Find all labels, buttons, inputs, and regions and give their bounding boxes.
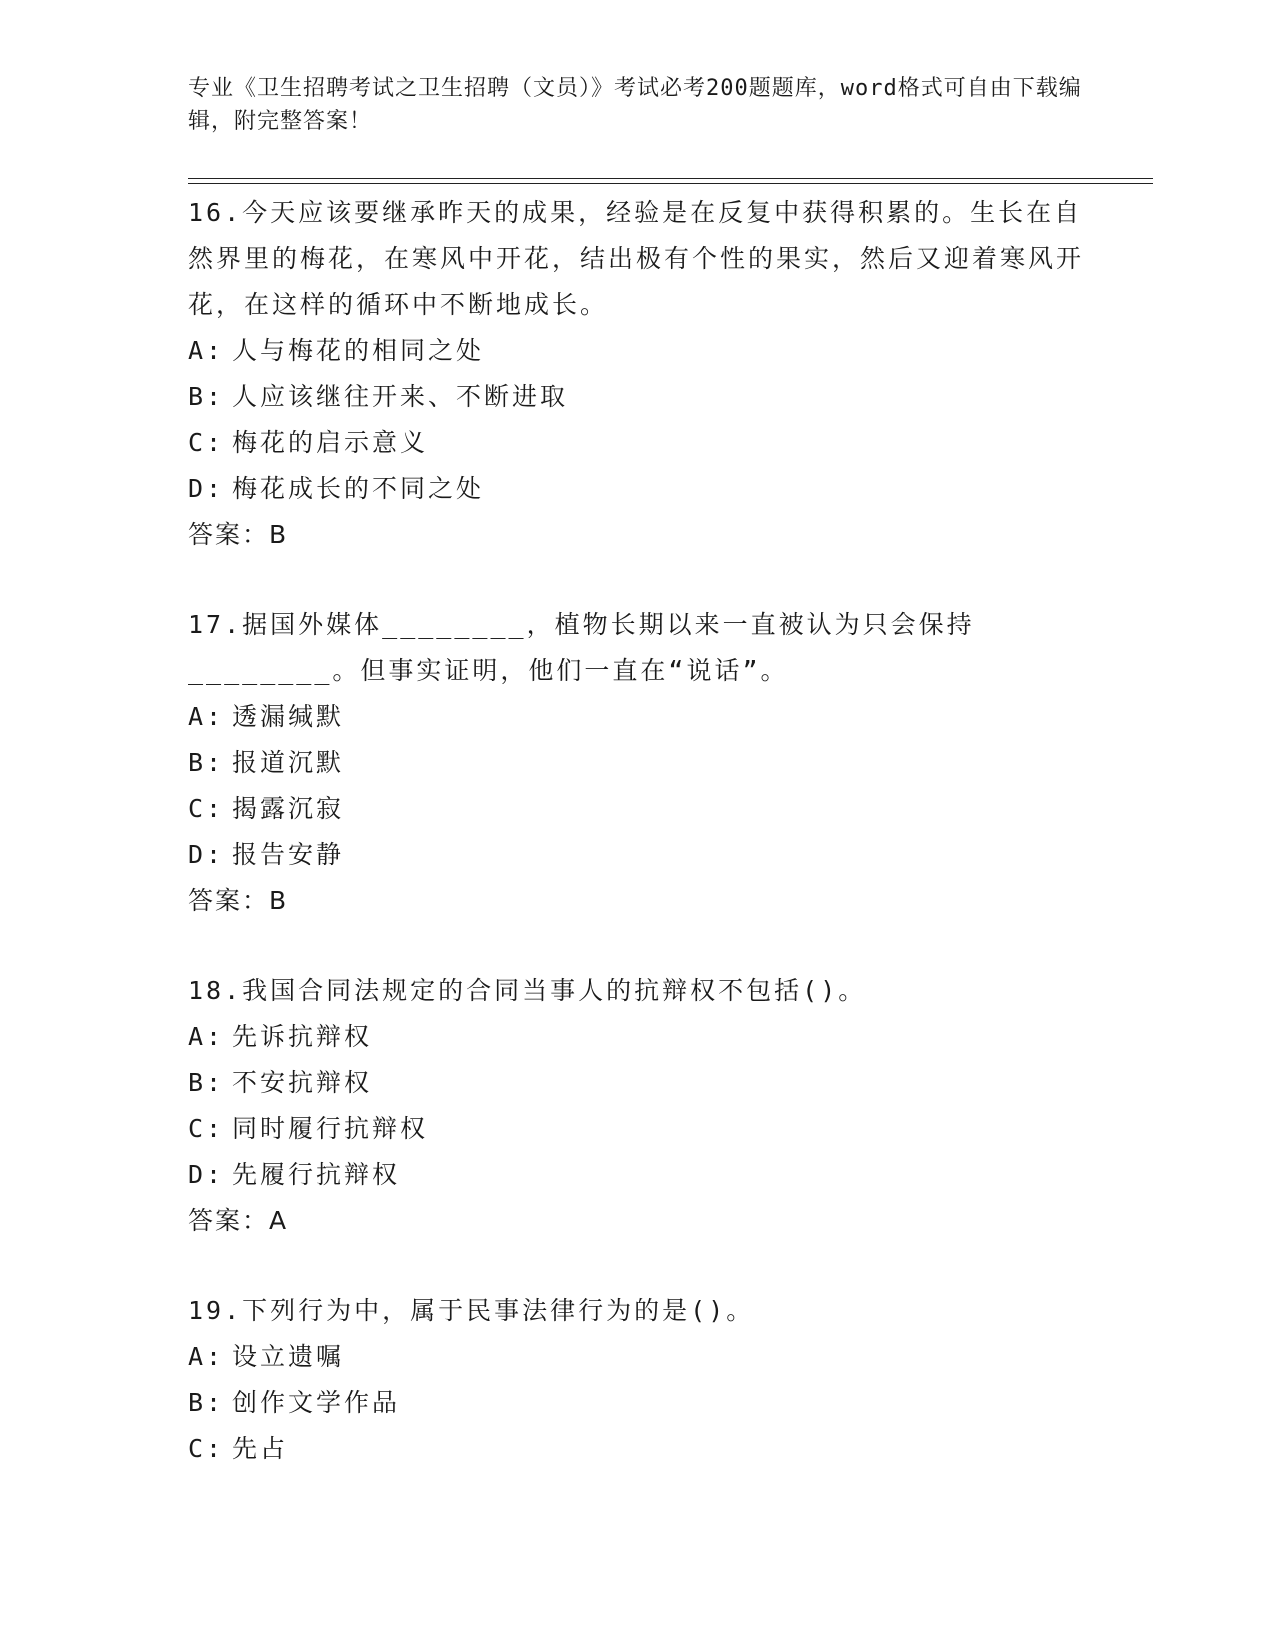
- option-letter: B:: [188, 748, 225, 777]
- option-text: 梅花成长的不同之处: [232, 474, 485, 503]
- question-stem: 17.据国外媒体________，植物长期以来一直被认为只会保持________。但事实证明，他们一直在“说话”。: [188, 610, 975, 685]
- question-19: [188, 1288, 1088, 1472]
- document-header: 专业《卫生招聘考试之卫生招聘（文员）》考试必考200题题库，word格式可自由下载编辑，附完整答案！: [188, 76, 1082, 134]
- option-letter: D:: [188, 474, 225, 503]
- option-d: [188, 466, 1088, 512]
- option-d: [188, 832, 1088, 878]
- option-letter: C:: [188, 1434, 225, 1463]
- option-text: 梅花的启示意义: [232, 428, 429, 457]
- option-letter: A:: [188, 1022, 225, 1051]
- option-a: [188, 694, 1088, 740]
- option-text: 透漏缄默: [232, 702, 345, 731]
- option-d: [188, 1152, 1088, 1198]
- option-letter: D:: [188, 1160, 225, 1189]
- option-text: 先履行抗辩权: [232, 1160, 401, 1189]
- option-text: 设立遗嘱: [232, 1342, 345, 1371]
- question-stem: 19.下列行为中，属于民事法律行为的是()。: [188, 1296, 755, 1325]
- question-list: [188, 190, 1088, 1516]
- option-b: [188, 374, 1088, 420]
- question-17: [188, 602, 1088, 924]
- option-b: [188, 1060, 1088, 1106]
- option-text: 人应该继往开来、不断进取: [232, 382, 569, 411]
- option-letter: A:: [188, 702, 225, 731]
- option-text: 同时履行抗辩权: [232, 1114, 429, 1143]
- option-letter: A:: [188, 1342, 225, 1371]
- option-text: 报道沉默: [232, 748, 345, 777]
- answer-line: 答案：B: [188, 520, 289, 549]
- option-text: 揭露沉寂: [232, 794, 345, 823]
- option-letter: D:: [188, 840, 225, 869]
- option-b: [188, 740, 1088, 786]
- option-letter: B:: [188, 1068, 225, 1097]
- option-a: [188, 328, 1088, 374]
- question-stem: 16.今天应该要继承昨天的成果，经验是在反复中获得积累的。生长在自然界里的梅花，在寒风中开花，结出极有个性的果实，然后又迎着寒风开花，在这样的循环中不断地成长。: [188, 198, 1085, 319]
- option-text: 人与梅花的相同之处: [232, 336, 485, 365]
- option-text: 创作文学作品: [232, 1388, 401, 1417]
- option-text: 先占: [232, 1434, 289, 1463]
- question-18: [188, 968, 1088, 1244]
- option-c: [188, 1106, 1088, 1152]
- option-letter: C:: [188, 1114, 225, 1143]
- option-a: [188, 1014, 1088, 1060]
- question-16: [188, 190, 1088, 558]
- option-text: 报告安静: [232, 840, 345, 869]
- option-letter: C:: [188, 794, 225, 823]
- option-letter: B:: [188, 382, 225, 411]
- option-text: 不安抗辩权: [232, 1068, 373, 1097]
- option-a: [188, 1334, 1088, 1380]
- option-letter: A:: [188, 336, 225, 365]
- header-divider-bottom: [188, 183, 1153, 184]
- option-c: [188, 786, 1088, 832]
- question-stem: 18.我国合同法规定的合同当事人的抗辩权不包括()。: [188, 976, 867, 1005]
- option-letter: C:: [188, 428, 225, 457]
- answer-line: 答案：B: [188, 886, 289, 915]
- option-text: 先诉抗辩权: [232, 1022, 373, 1051]
- option-c: [188, 420, 1088, 466]
- answer-line: 答案：A: [188, 1206, 289, 1235]
- option-c: [188, 1426, 1088, 1472]
- option-b: [188, 1380, 1088, 1426]
- header-divider-top: [188, 178, 1153, 179]
- option-letter: B:: [188, 1388, 225, 1417]
